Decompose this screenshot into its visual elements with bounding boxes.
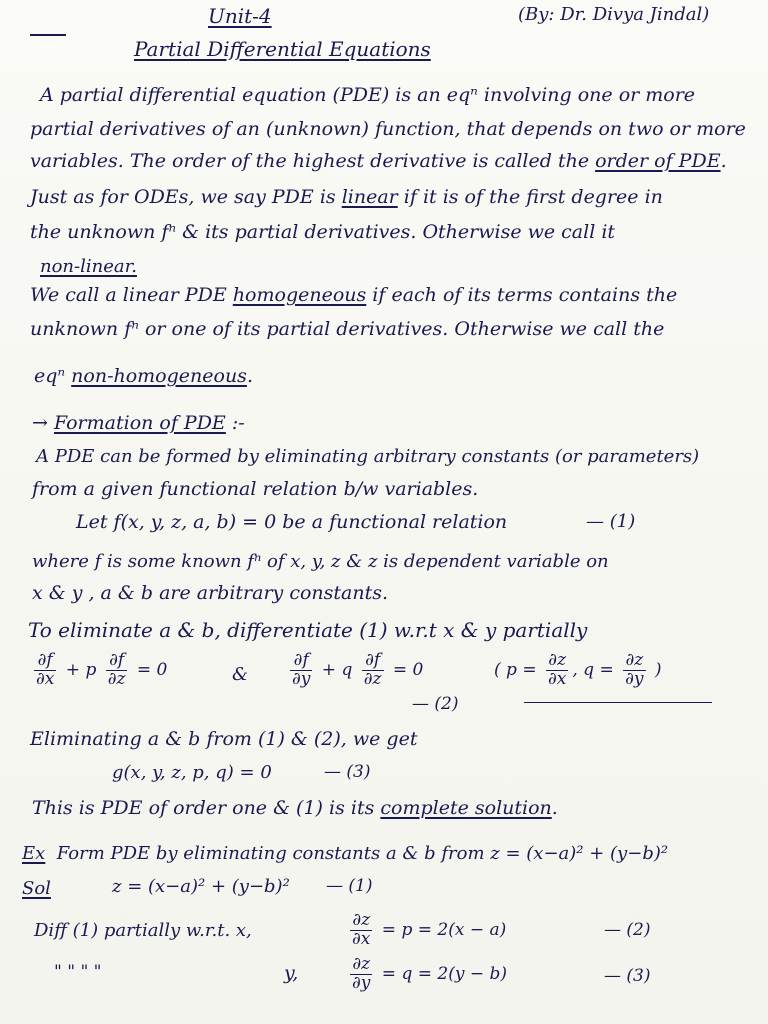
homog-line-2: unknown fⁿ or one of its partial derivatives. Otherwise we call the [30, 318, 665, 340]
eq3: g(x, y, z, p, q) = 0 [112, 762, 272, 783]
df-dz-fraction-2: $\frac{\partial f}{\partial z}$ [363, 650, 382, 689]
dz-dx-result-fraction: $\frac{\partial z}{\partial x}$ [352, 910, 371, 949]
complete-solution-term: complete solution [380, 797, 552, 819]
solution-label: Sol [22, 878, 51, 899]
diff-y-equation: $\frac{\partial z}{\partial y}$ = q = 2(y − b) [352, 954, 508, 993]
df-dx-fraction: $\frac{\partial f}{\partial x}$ [36, 650, 55, 689]
dz-dy-fraction: $\frac{\partial z}{\partial y}$ [625, 650, 644, 689]
order-of-pde-term: order of PDE [595, 150, 721, 172]
unit-label: Unit-4 [208, 4, 272, 28]
formation-heading: Formation of PDE [53, 412, 226, 434]
complete-solution-end: . [551, 797, 558, 819]
example-text: Form PDE by eliminating constants a & b from z = (x−a)² + (y−b)² [56, 843, 669, 864]
formation-line-2: from a given functional relation b/w variables. [32, 478, 479, 500]
intro-line-2: partial derivatives of an (unknown) function, that depends on two or more [30, 118, 746, 140]
complete-solution-text: This is PDE of order one & (1) is its [32, 797, 381, 819]
eliminating-line: Eliminating a & b from (1) & (2), we get [30, 728, 418, 750]
homog-line-3-text: eqⁿ [34, 365, 72, 387]
margin-dash [30, 34, 66, 36]
formation-heading-row [32, 412, 245, 434]
example-row [22, 843, 668, 864]
example-label: Ex [22, 843, 46, 864]
eq2-tag: — (2) [412, 694, 459, 714]
eq2-and: & [232, 664, 249, 685]
author-credit: (By: Dr. Divya Jindal) [518, 4, 710, 25]
solution-eq-tag: — (1) [326, 876, 373, 896]
homog-line-1 [30, 284, 677, 306]
non-linear-term: non-linear. [40, 256, 137, 277]
diff-x-text: Diff (1) partially w.r.t. x, [34, 920, 252, 941]
intro-line-3 [30, 150, 727, 172]
ditto-marks: " " " " [54, 962, 102, 982]
formation-line-4: where f is some known fⁿ of x, y, z & z is dependent variable on [32, 551, 609, 572]
complete-solution-line [32, 797, 558, 819]
page-title: Partial Differential Equations [134, 37, 431, 61]
arrow-icon: → [32, 412, 48, 434]
intro-line-4-end: if it is of the first degree in [397, 186, 663, 208]
eq2-left: $\frac{\partial f}{\partial x}$ + p $\frac{\partial f}{\partial z}$ = 0 [36, 650, 168, 689]
eq2-middle: $\frac{\partial f}{\partial y}$ + q $\frac{\partial f}{\partial z}$ = 0 [292, 650, 424, 689]
non-homogeneous-term: non-homogeneous [71, 365, 247, 387]
solution-equation: z = (x−a)² + (y−b)² [112, 876, 290, 897]
diff-x-tag: — (2) [604, 920, 651, 940]
formation-line-1: A PDE can be formed by eliminating arbitrary constants (or parameters) [36, 446, 700, 467]
df-dz-fraction: $\frac{\partial f}{\partial z}$ [107, 650, 126, 689]
diff-x-equation: $\frac{\partial z}{\partial x}$ = p = 2(x − a) [352, 910, 507, 949]
diff-y-var: y, [284, 962, 299, 984]
linear-term: linear [341, 186, 398, 208]
homog-line-1-end: if each of its terms contains the [366, 284, 678, 306]
formation-line-5: x & y , a & b are arbitrary constants. [32, 582, 389, 604]
intro-line-5: the unknown fⁿ & its partial derivatives. Otherwise we call it [30, 221, 616, 243]
intro-line-4 [30, 186, 663, 208]
intro-line-3-end: . [720, 150, 727, 172]
eq3-tag: — (3) [324, 762, 371, 782]
p-q-definitions: ( p = $\frac{\partial z}{\partial x}$ , q = $\frac{\partial z}{\partial y}$ ) [494, 650, 662, 689]
homogeneous-term: homogeneous [232, 284, 367, 306]
eq1-tag: — (1) [586, 511, 636, 532]
homog-line-3 [34, 365, 253, 387]
pq-underline [524, 702, 712, 703]
homog-line-1-text: We call a linear PDE [30, 284, 233, 306]
df-dy-fraction: $\frac{\partial f}{\partial y}$ [292, 650, 311, 689]
formation-heading-suffix: :- [225, 412, 245, 434]
homog-line-3-end: . [246, 365, 253, 387]
dz-dx-fraction: $\frac{\partial z}{\partial x}$ [547, 650, 567, 689]
diff-y-tag: — (3) [604, 966, 651, 986]
relation-line: Let f(x, y, z, a, b) = 0 be a functional relation [76, 511, 508, 533]
intro-line-4-text: Just as for ODEs, we say PDE is [30, 186, 342, 208]
formation-line-6: To eliminate a & b, differentiate (1) w.r.t x & y partially [28, 618, 588, 642]
dz-dy-result-fraction: $\frac{\partial z}{\partial y}$ [352, 954, 371, 993]
intro-line-1: A partial differential equation (PDE) is an eqⁿ involving one or more [40, 84, 696, 106]
intro-line-3-text: variables. The order of the highest derivative is called the [30, 150, 596, 172]
